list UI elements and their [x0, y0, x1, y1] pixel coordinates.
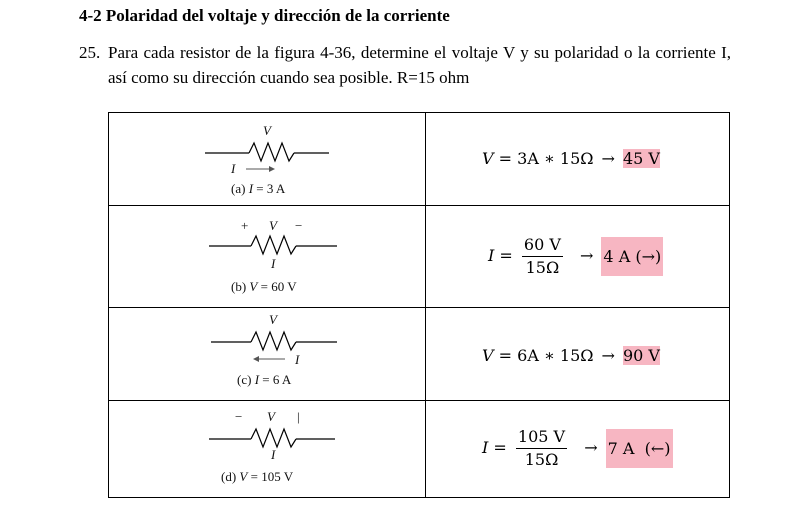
table-row — [109, 206, 730, 308]
minus-sign: − — [235, 409, 243, 424]
figure-cell-d — [109, 401, 426, 498]
answer-cell-a — [426, 113, 730, 206]
answer-c: V = 6A ∗ 15Ω → 90 V — [482, 346, 660, 365]
answer-b: I = $\frac{60 V}{15\Omega}$ → 4 A (→) — [488, 235, 662, 277]
current-label: I — [271, 256, 276, 271]
current-label: I — [271, 447, 276, 462]
problem-number: 25. — [79, 43, 101, 62]
answer-cell-d — [426, 401, 730, 498]
fraction: $\frac{60 V}{15\Omega}$ — [523, 235, 561, 277]
figure-cell-c — [109, 308, 426, 401]
result-highlight: 7 A (←) — [606, 429, 673, 468]
figure-cell-a — [109, 113, 426, 206]
voltage-label: V — [269, 312, 277, 327]
answer-d: I = $\frac{105 V}{15\Omega}$ → 7 A (←) — [482, 427, 671, 469]
voltage-label: V — [263, 123, 271, 138]
resistor-zigzag-icon — [251, 332, 296, 350]
answer-cell-c — [426, 308, 730, 401]
voltage-label: V — [269, 218, 277, 233]
figure-cell-b — [109, 206, 426, 308]
answer-a: V = 3A ∗ 15Ω → 45 V — [482, 149, 660, 168]
problem-text: Para cada resistor de la figura 4-36, determine el voltaje V y su polaridad o la corriente I, así como su dirección cuando sea posible. R=15 ohm — [108, 43, 731, 87]
figure-caption-c: (c) I = 6 A — [237, 372, 292, 387]
resistor-zigzag-icon — [251, 236, 296, 254]
result-highlight: 90 V — [622, 346, 660, 365]
table-row — [109, 113, 730, 206]
result-highlight: 45 V — [622, 149, 660, 168]
figure-caption-b: (b) V = 60 V — [231, 279, 297, 294]
section-heading: 4-2 Polaridad del voltaje y dirección de la corriente — [79, 6, 450, 25]
fraction: $\frac{105 V}{15\Omega}$ — [517, 427, 566, 469]
current-label: I — [231, 161, 236, 176]
bar-mark: | — [297, 409, 300, 424]
result-highlight: 4 A (→) — [601, 237, 663, 276]
plus-sign: + — [241, 218, 249, 233]
minus-sign: − — [295, 218, 303, 233]
table-row — [109, 401, 730, 498]
resistor-zigzag-icon — [251, 429, 296, 447]
figure-caption-d: (d) V = 105 V — [221, 469, 294, 484]
figure-caption-a: (a) I = 3 A — [231, 181, 286, 196]
table-row — [109, 308, 730, 401]
answer-cell-b — [426, 206, 730, 308]
voltage-label: V — [267, 409, 275, 424]
resistor-table — [108, 112, 730, 498]
problem-statement — [79, 40, 731, 90]
resistor-zigzag-icon — [249, 143, 294, 161]
current-label: I — [295, 352, 300, 367]
